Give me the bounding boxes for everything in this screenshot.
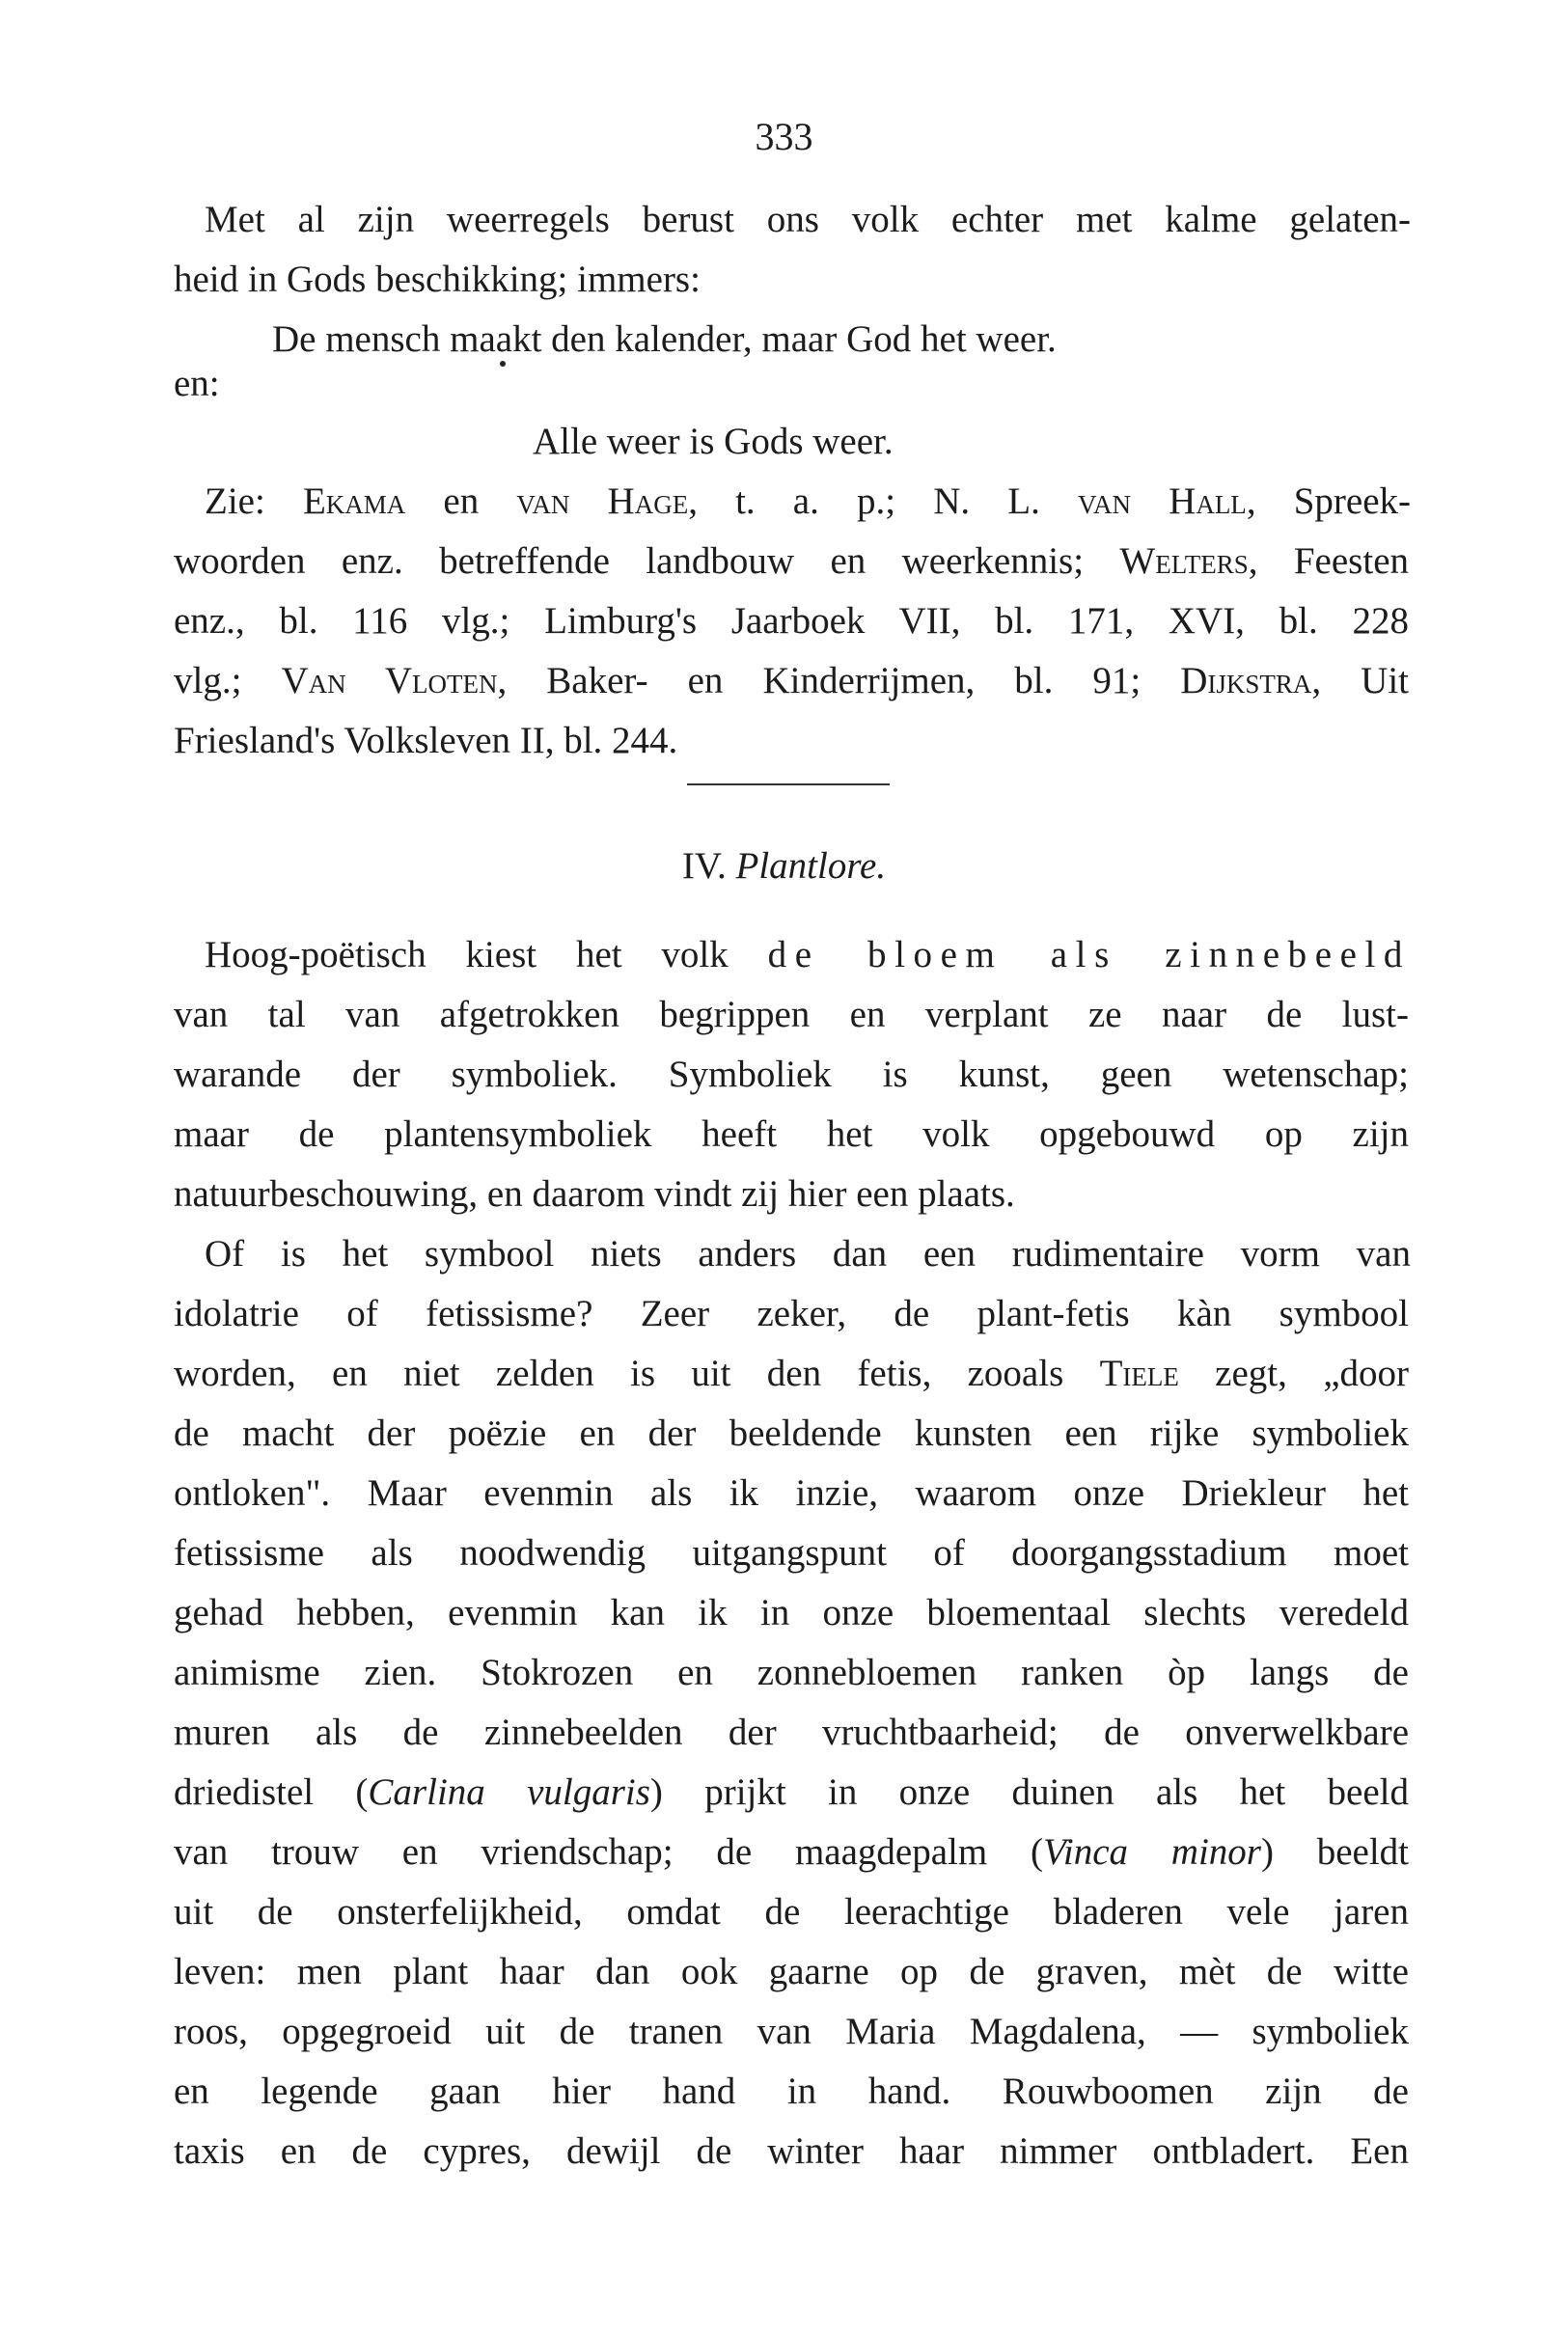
- text-line: animisme zien. Stokrozen en zonnebloemen ranken òp langs de: [174, 1652, 1409, 1693]
- section-heading: [0, 837, 1568, 895]
- text-line: worden, en niet zelden is uit den fetis, zooals Tiele zegt, „door: [174, 1353, 1409, 1394]
- author-name: van Hall: [1078, 480, 1247, 522]
- reference-line: Friesland's Volksleven II, bl. 244.: [174, 720, 678, 761]
- text-line: en legende gaan hier hand in hand. Rouwboomen zijn de: [174, 2071, 1409, 2112]
- text-line: Of is het symbool niets anders dan een rudimentaire vorm van: [205, 1233, 1411, 1275]
- author-name: Dijkstra: [1180, 660, 1312, 701]
- author-name: Ekama: [302, 480, 406, 522]
- text-line: maar de plantensymboliek heeft het volk opgebouwd op zijn: [174, 1113, 1409, 1155]
- text-line: heid in Gods beschikking; immers:: [174, 259, 701, 300]
- page-number: 333: [755, 115, 813, 158]
- quotation: De mensch maakt den kalender, maar God het weer.: [272, 318, 1057, 360]
- reference-line: Zie: Ekama en van Hage, t. a. p.; N. L. van Hall, Spreek-: [205, 480, 1411, 522]
- author-name: Tiele: [1099, 1353, 1179, 1394]
- section-numeral: IV.: [681, 845, 736, 887]
- latin-name: Carlina vulgaris: [368, 1771, 650, 1813]
- text-line: driedistel (Carlina vulgaris) prijkt in onze duinen als het beeld: [174, 1771, 1409, 1813]
- quotation: Alle weer is Gods weer.: [533, 421, 894, 462]
- latin-name: Vinca minor: [1042, 1831, 1261, 1873]
- reference-line: woorden enz. betreffende landbouw en weerkennis; Welters, Feesten: [174, 540, 1409, 582]
- text-line: Hoog-poëtisch kiest het volk de bloem als zinnebeeld: [205, 934, 1411, 975]
- text-line: van trouw en vriendschap; de maagdepalm (Vinca minor) beeldt: [174, 1831, 1410, 1873]
- author-name: van Hage: [516, 480, 689, 522]
- text-line: uit de onsterfelijkheid, omdat de leerachtige bladeren vele jaren: [174, 1891, 1409, 1933]
- text-line: de macht der poëzie en der beeldende kunsten een rijke symboliek: [174, 1413, 1409, 1454]
- text-line: gehad hebben, evenmin kan ik in onze bloementaal slechts veredeld: [174, 1592, 1409, 1633]
- text-line: idolatrie of fetissisme? Zeer zeker, de plant-fetis kàn symbool: [174, 1293, 1409, 1334]
- connector-label: en:: [174, 363, 220, 404]
- author-name: Van Vloten: [281, 660, 498, 701]
- emphasized-text: de bloem als zinnebeeld: [767, 934, 1411, 975]
- section-title: Plantlore.: [735, 845, 887, 887]
- text-line: warande der symboliek. Symboliek is kunst, geen wetenschap;: [174, 1054, 1409, 1095]
- section-divider: [687, 783, 890, 785]
- reference-line: vlg.; Van Vloten, Baker- en Kinderrijmen, bl. 91; Dijkstra, Uit: [174, 660, 1409, 701]
- reference-line: enz., bl. 116 vlg.; Limburg's Jaarboek VII, bl. 171, XVI, bl. 228: [174, 600, 1409, 642]
- text-line: van tal van afgetrokken begrippen en verplant ze naar de lust-: [174, 994, 1409, 1035]
- text-line: muren als de zinnebeelden der vruchtbaarheid; de onverwelkbare: [174, 1712, 1409, 1753]
- text-line: fetissisme als noodwendig uitgangspunt of doorgangsstadium moet: [174, 1532, 1409, 1574]
- text-line: natuurbeschouwing, en daarom vindt zij hier een plaats.: [174, 1173, 1015, 1215]
- text-line: roos, opgegroeid uit de tranen van Maria Magdalena, — symboliek: [174, 2011, 1409, 2052]
- text-line: ontloken". Maar evenmin als ik inzie, waarom onze Driekleur het: [174, 1472, 1409, 1514]
- text-line: Met al zijn weerregels berust ons volk echter met kalme gelaten-: [205, 199, 1411, 240]
- text-line: taxis en de cypres, dewijl de winter haar nimmer ontbladert. Een: [174, 2130, 1409, 2172]
- text-line: leven: men plant haar dan ook gaarne op de graven, mèt de witte: [174, 1951, 1409, 1992]
- author-name: Welters: [1119, 540, 1249, 582]
